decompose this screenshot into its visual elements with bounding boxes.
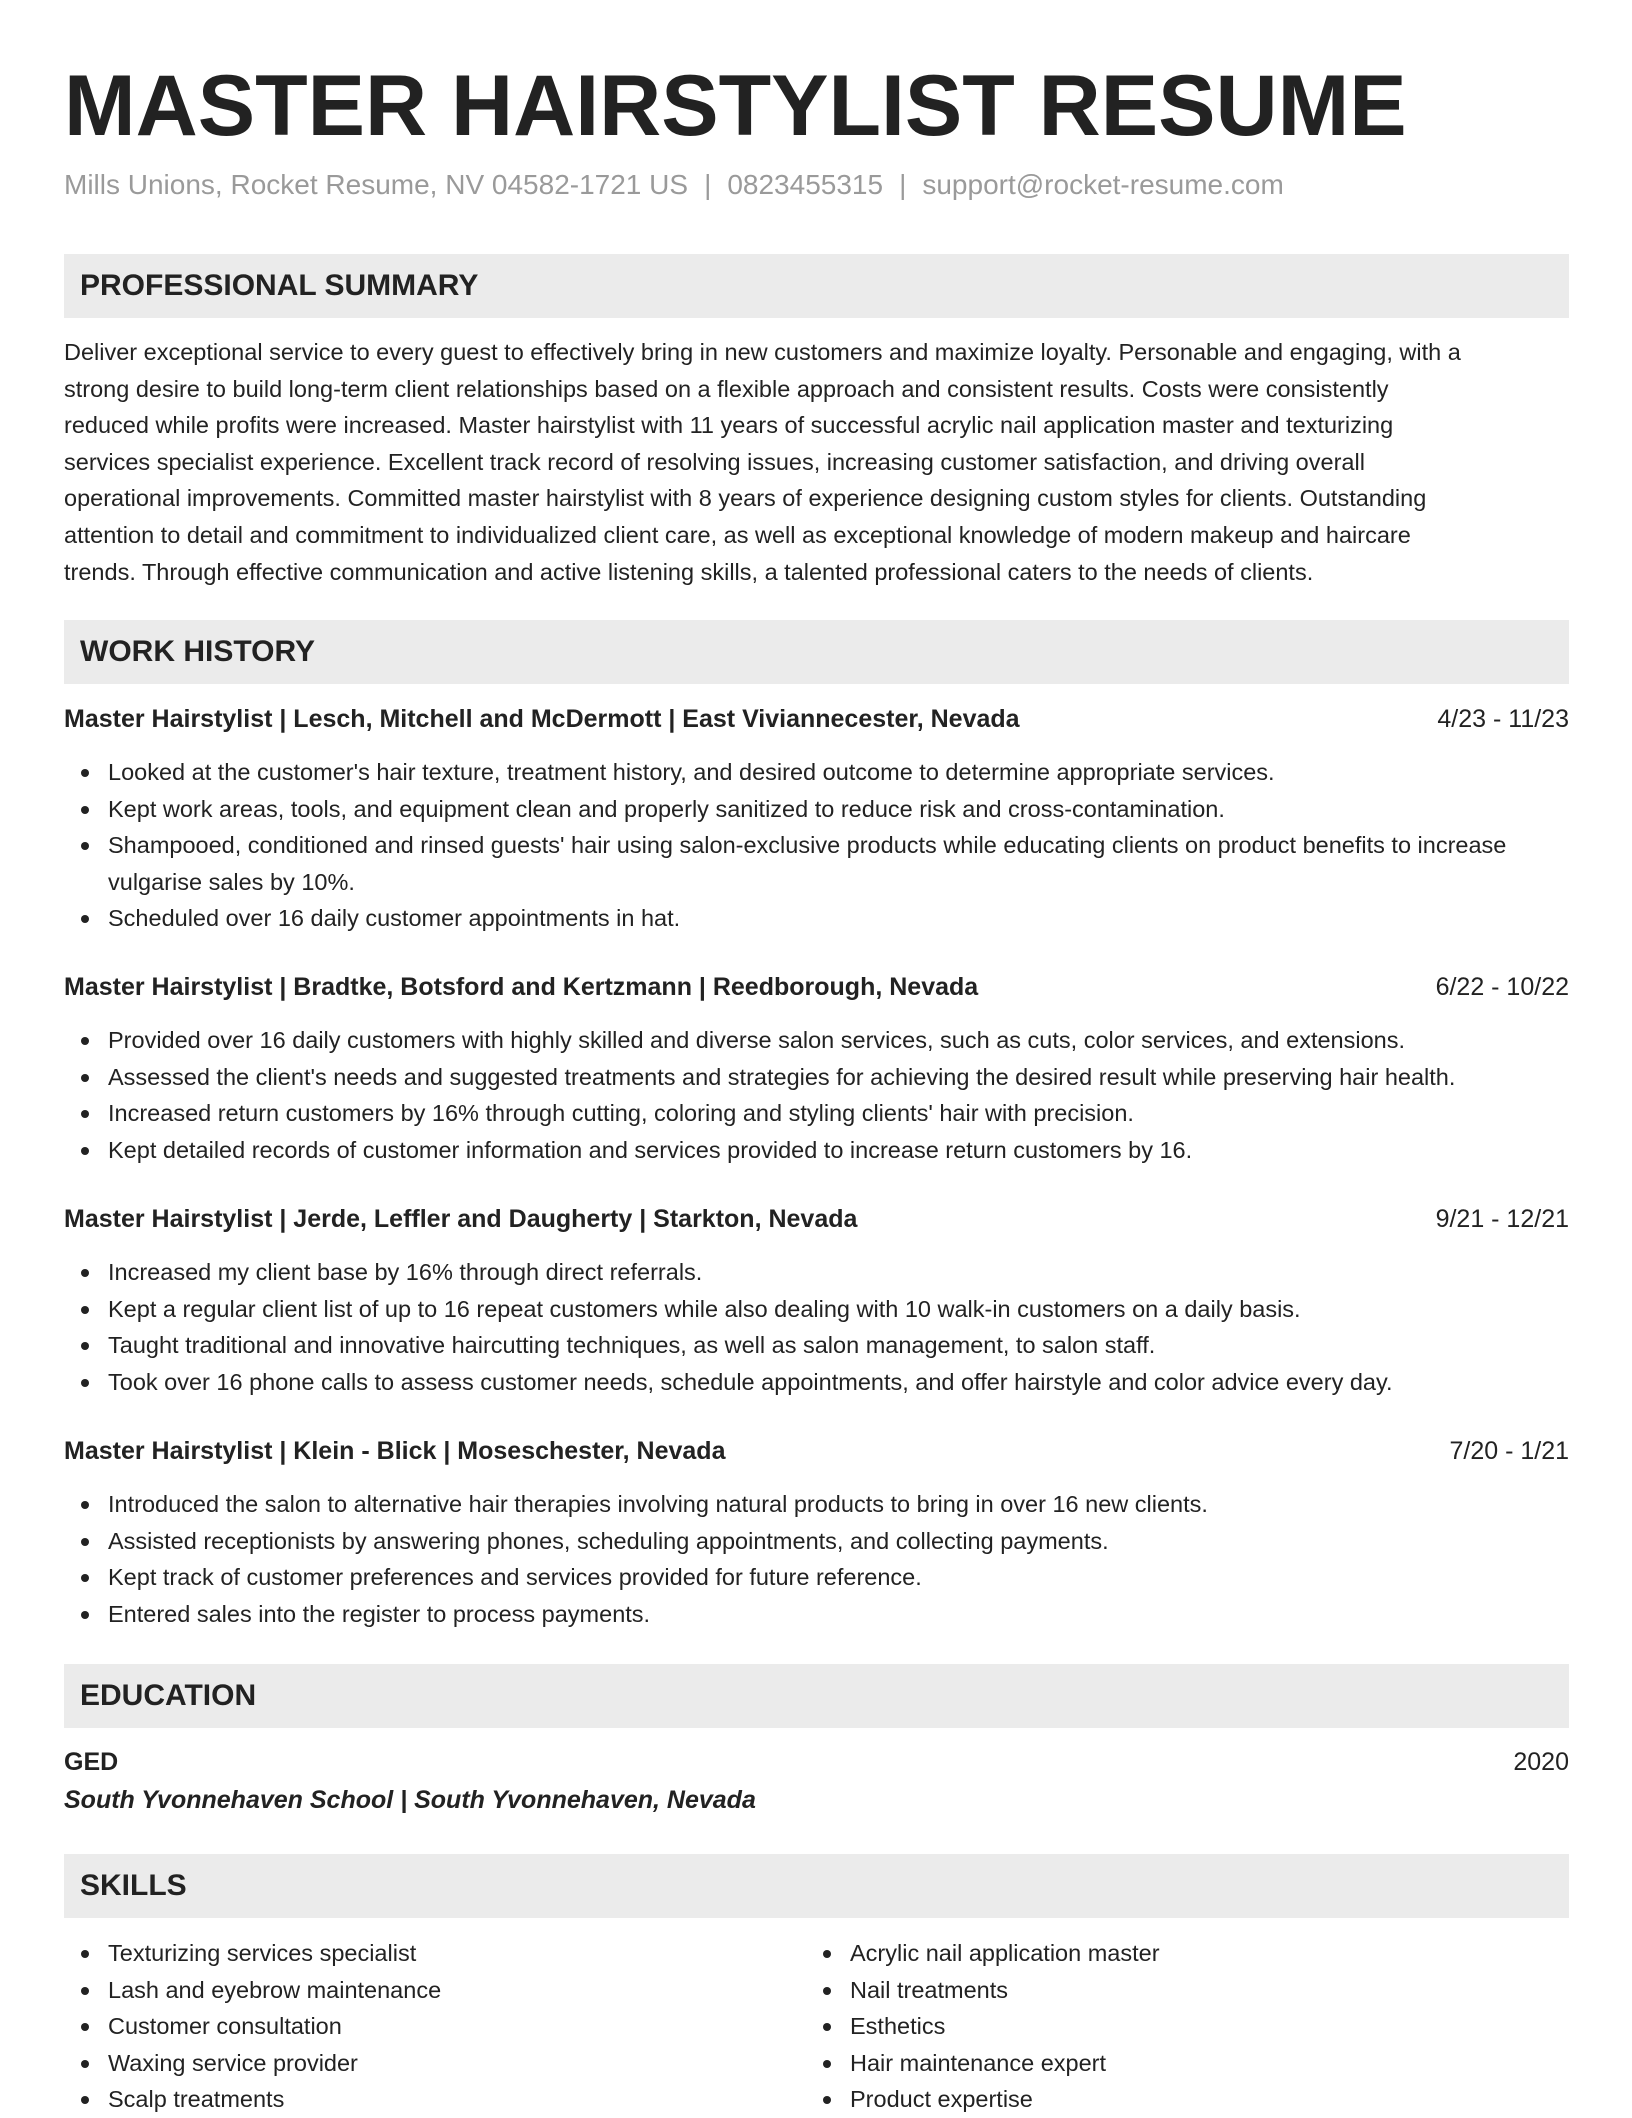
education-degree: GED — [64, 1748, 119, 1776]
job-bullet: Took over 16 phone calls to assess customer needs, schedule appointments, and offer hairstyle and color advice every day. — [64, 1364, 1569, 1401]
job-bullet: Shampooed, conditioned and rinsed guests' hair using salon-exclusive products while educating clients on product benefits to increase vulgarise sales by 10%. — [64, 827, 1569, 900]
section-header-skills: SKILLS — [64, 1854, 1569, 1918]
summary-line: trends. Through effective communication and active listening skills, a talented professional caters to the needs of clients. — [64, 558, 1314, 585]
skill-item: Esthetics — [806, 2008, 1506, 2045]
summary-line: reduced while profits were increased. Master hairstylist with 11 years of successful acrylic nail application master and texturizing — [64, 412, 1394, 439]
section-header-education: EDUCATION — [64, 1664, 1569, 1728]
skill-item: Lash and eyebrow maintenance — [64, 1972, 764, 2009]
summary-line: attention to detail and commitment to individualized client care, as well as exceptional knowledge of modern makeup and haircare — [64, 521, 1411, 548]
contact-email: support@rocket-resume.com — [922, 169, 1284, 200]
education-year: 2020 — [1513, 1748, 1569, 1776]
skill-item: Texturizing services specialist — [64, 1935, 764, 1972]
job-heading — [64, 1434, 1569, 1468]
skill-item: Acrylic nail application master — [806, 1935, 1506, 1972]
job-bullet: Provided over 16 daily customers with highly skilled and diverse salon services, such as cuts, color services, and extensions. — [64, 1022, 1569, 1059]
education-heading — [64, 1745, 1569, 1779]
job-title: Master Hairstylist | Jerde, Leffler and Daugherty | Starkton, Nevada — [64, 1205, 858, 1233]
summary-line: strong desire to build long-term client relationships based on a flexible approach and consistent results. Costs were consistently — [64, 375, 1389, 402]
job-title: Master Hairstylist | Bradtke, Botsford and Kertzmann | Reedborough, Nevada — [64, 973, 979, 1001]
job-dates: 9/21 - 12/21 — [1435, 1205, 1569, 1233]
job-bullet: Looked at the customer's hair texture, treatment history, and desired outcome to determine appropriate services. — [64, 754, 1569, 791]
job-bullet: Kept work areas, tools, and equipment clean and properly sanitized to reduce risk and cross-contamination. — [64, 791, 1569, 828]
skills-list-left — [64, 1935, 764, 2118]
job-bullet: Assessed the client's needs and suggested treatments and strategies for achieving the desired result while preserving hair health. — [64, 1059, 1569, 1096]
contact-separator: | — [899, 169, 907, 200]
section-header-summary: PROFESSIONAL SUMMARY — [64, 254, 1569, 318]
job-title: Master Hairstylist | Lesch, Mitchell and McDermott | East Viviannecester, Nevada — [64, 705, 1020, 733]
summary-line: Deliver exceptional service to every guest to effectively bring in new customers and maximize loyalty. Personable and engaging, with a — [64, 339, 1461, 365]
contact-separator: | — [704, 169, 712, 200]
skill-item: Waxing service provider — [64, 2045, 764, 2082]
job-bullets — [64, 754, 1569, 937]
job-dates: 4/23 - 11/23 — [1437, 705, 1569, 733]
skill-item: Scalp treatments — [64, 2081, 764, 2118]
job-title: Master Hairstylist | Klein - Blick | Moseschester, Nevada — [64, 1437, 726, 1465]
skill-item: Customer consultation — [64, 2008, 764, 2045]
section-header-work-history: WORK HISTORY — [64, 620, 1569, 684]
job-heading — [64, 970, 1569, 1004]
job-bullet: Taught traditional and innovative haircutting techniques, as well as salon management, to salon staff. — [64, 1327, 1569, 1364]
job-bullet: Entered sales into the register to process payments. — [64, 1596, 1569, 1633]
skill-item: Product expertise — [806, 2081, 1506, 2118]
professional-summary — [64, 334, 1569, 590]
job-dates: 6/22 - 10/22 — [1435, 973, 1569, 1001]
skill-item: Nail treatments — [806, 1972, 1506, 2009]
contact-phone: 0823455315 — [727, 169, 884, 200]
skill-item: Hair maintenance expert — [806, 2045, 1506, 2082]
job-bullet: Scheduled over 16 daily customer appointments in hat. — [64, 900, 1569, 937]
job-bullet: Assisted receptionists by answering phones, scheduling appointments, and collecting payments. — [64, 1523, 1569, 1560]
job-heading — [64, 1202, 1569, 1236]
job-bullet: Introduced the salon to alternative hair therapies involving natural products to bring in over 16 new clients. — [64, 1486, 1569, 1523]
education-school: South Yvonnehaven School | South Yvonnehaven, Nevada — [64, 1786, 756, 1814]
job-bullets — [64, 1022, 1569, 1168]
job-bullet: Kept a regular client list of up to 16 repeat customers while also dealing with 10 walk-in customers on a daily basis. — [64, 1291, 1569, 1328]
resume-title: MASTER HAIRSTYLIST RESUME — [64, 58, 1407, 154]
job-bullets — [64, 1254, 1569, 1400]
job-bullet: Kept detailed records of customer information and services provided to increase return customers by 16. — [64, 1132, 1569, 1169]
job-bullet: Increased return customers by 16% through cutting, coloring and styling clients' hair with precision. — [64, 1095, 1569, 1132]
contact-address: Mills Unions, Rocket Resume, NV 04582-1721 US — [64, 169, 689, 200]
job-bullet: Increased my client base by 16% through direct referrals. — [64, 1254, 1569, 1291]
contact-line — [64, 165, 1284, 205]
job-bullet: Kept track of customer preferences and services provided for future reference. — [64, 1559, 1569, 1596]
summary-line: operational improvements. Committed master hairstylist with 8 years of experience designing custom styles for clients. Outstanding — [64, 485, 1427, 512]
job-dates: 7/20 - 1/21 — [1449, 1437, 1569, 1465]
job-bullets — [64, 1486, 1569, 1632]
summary-line: services specialist experience. Excellent track record of resolving issues, increasing customer satisfaction, and driving overall — [64, 448, 1365, 475]
job-heading — [64, 702, 1569, 736]
skills-list-right — [806, 1935, 1506, 2118]
